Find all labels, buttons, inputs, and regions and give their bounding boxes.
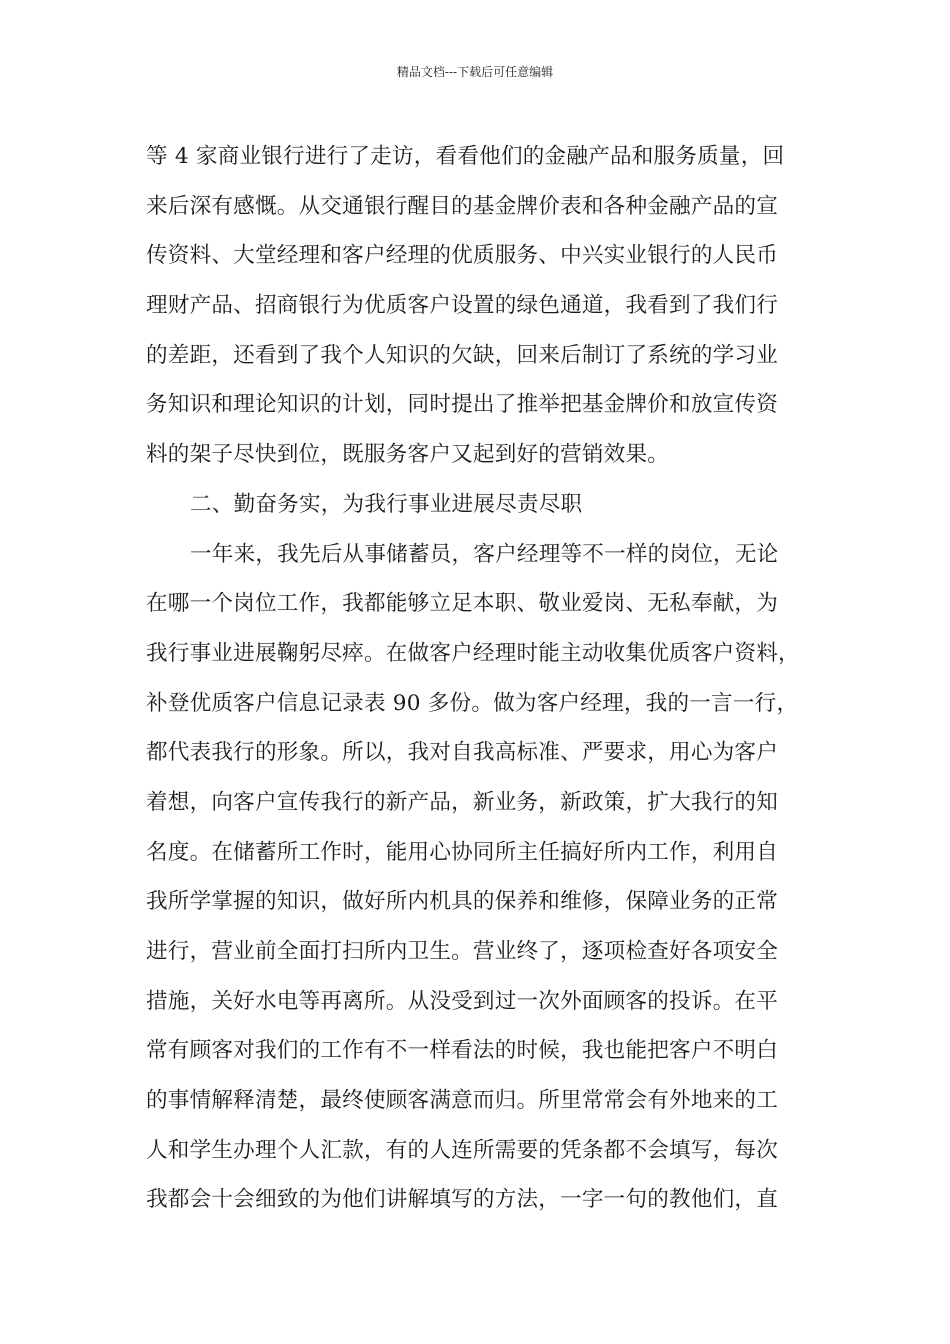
text-line: 常有顾客对我们的工作有不一样看法的时候，我也能把客户不明白	[146, 1038, 779, 1064]
text-line: 来后深有感慨。从交通银行醒目的基金牌价表和各种金融产品的宣	[146, 193, 779, 219]
text-line: 的差距，还看到了我个人知识的欠缺，回来后制订了系统的学习业	[146, 342, 779, 368]
text-line: 我所学掌握的知识，做好所内机具的保养和维修，保障业务的正常	[146, 889, 779, 915]
text-line: 在哪一个岗位工作，我都能够立足本职、敬业爱岗、无私奉献，为	[146, 591, 779, 617]
text-line: 等 4 家商业银行进行了走访，看看他们的金融产品和服务质量，回	[146, 144, 785, 169]
text-line: 名度。在储蓄所工作时，能用心协同所主任搞好所内工作，利用自	[146, 839, 779, 865]
text-line: 的事情解释清楚，最终使顾客满意而归。所里常常会有外地来的工	[146, 1088, 779, 1114]
text-line: 料的架子尽快到位，既服务客户又起到好的营销效果。	[146, 442, 670, 468]
text-line: 人和学生办理个人汇款，有的人连所需要的凭条都不会填写，每次	[146, 1137, 779, 1163]
text-line: 补登优质客户信息记录表 90 多份。做为客户经理，我的一言一行，	[146, 690, 799, 716]
text-line: 一年来，我先后从事储蓄员，客户经理等不一样的岗位，无论	[190, 541, 779, 567]
text-line: 务知识和理论知识的计划，同时提出了推举把基金牌价和放宣传资	[146, 392, 779, 418]
text-line: 着想，向客户宣传我行的新产品，新业务，新政策，扩大我行的知	[146, 789, 779, 815]
text-line: 二、勤奋务实，为我行事业进展尽责尽职	[190, 491, 583, 517]
text-line: 进行，营业前全面打扫所内卫生。营业终了，逐项检查好各项安全	[146, 939, 779, 964]
text-line: 都代表我行的形象。所以，我对自我高标准、严要求，用心为客户	[146, 740, 779, 766]
text-line: 传资料、大堂经理和客户经理的优质服务、中兴实业银行的人民币	[146, 243, 779, 269]
text-line: 我行事业进展鞠躬尽瘁。在做客户经理时能主动收集优质客户资料，	[146, 640, 800, 666]
page-header: 精品文档---下载后可任意编辑	[396, 65, 554, 79]
text-line: 我都会十会细致的为他们讲解填写的方法，一字一句的教他们，直	[146, 1187, 779, 1213]
text-line: 理财产品、招商银行为优质客户设置的绿色通道，我看到了我们行	[146, 293, 779, 319]
text-line: 措施，关好水电等再离所。从没受到过一次外面顾客的投诉。在平	[146, 988, 779, 1014]
document-body	[146, 132, 818, 1225]
